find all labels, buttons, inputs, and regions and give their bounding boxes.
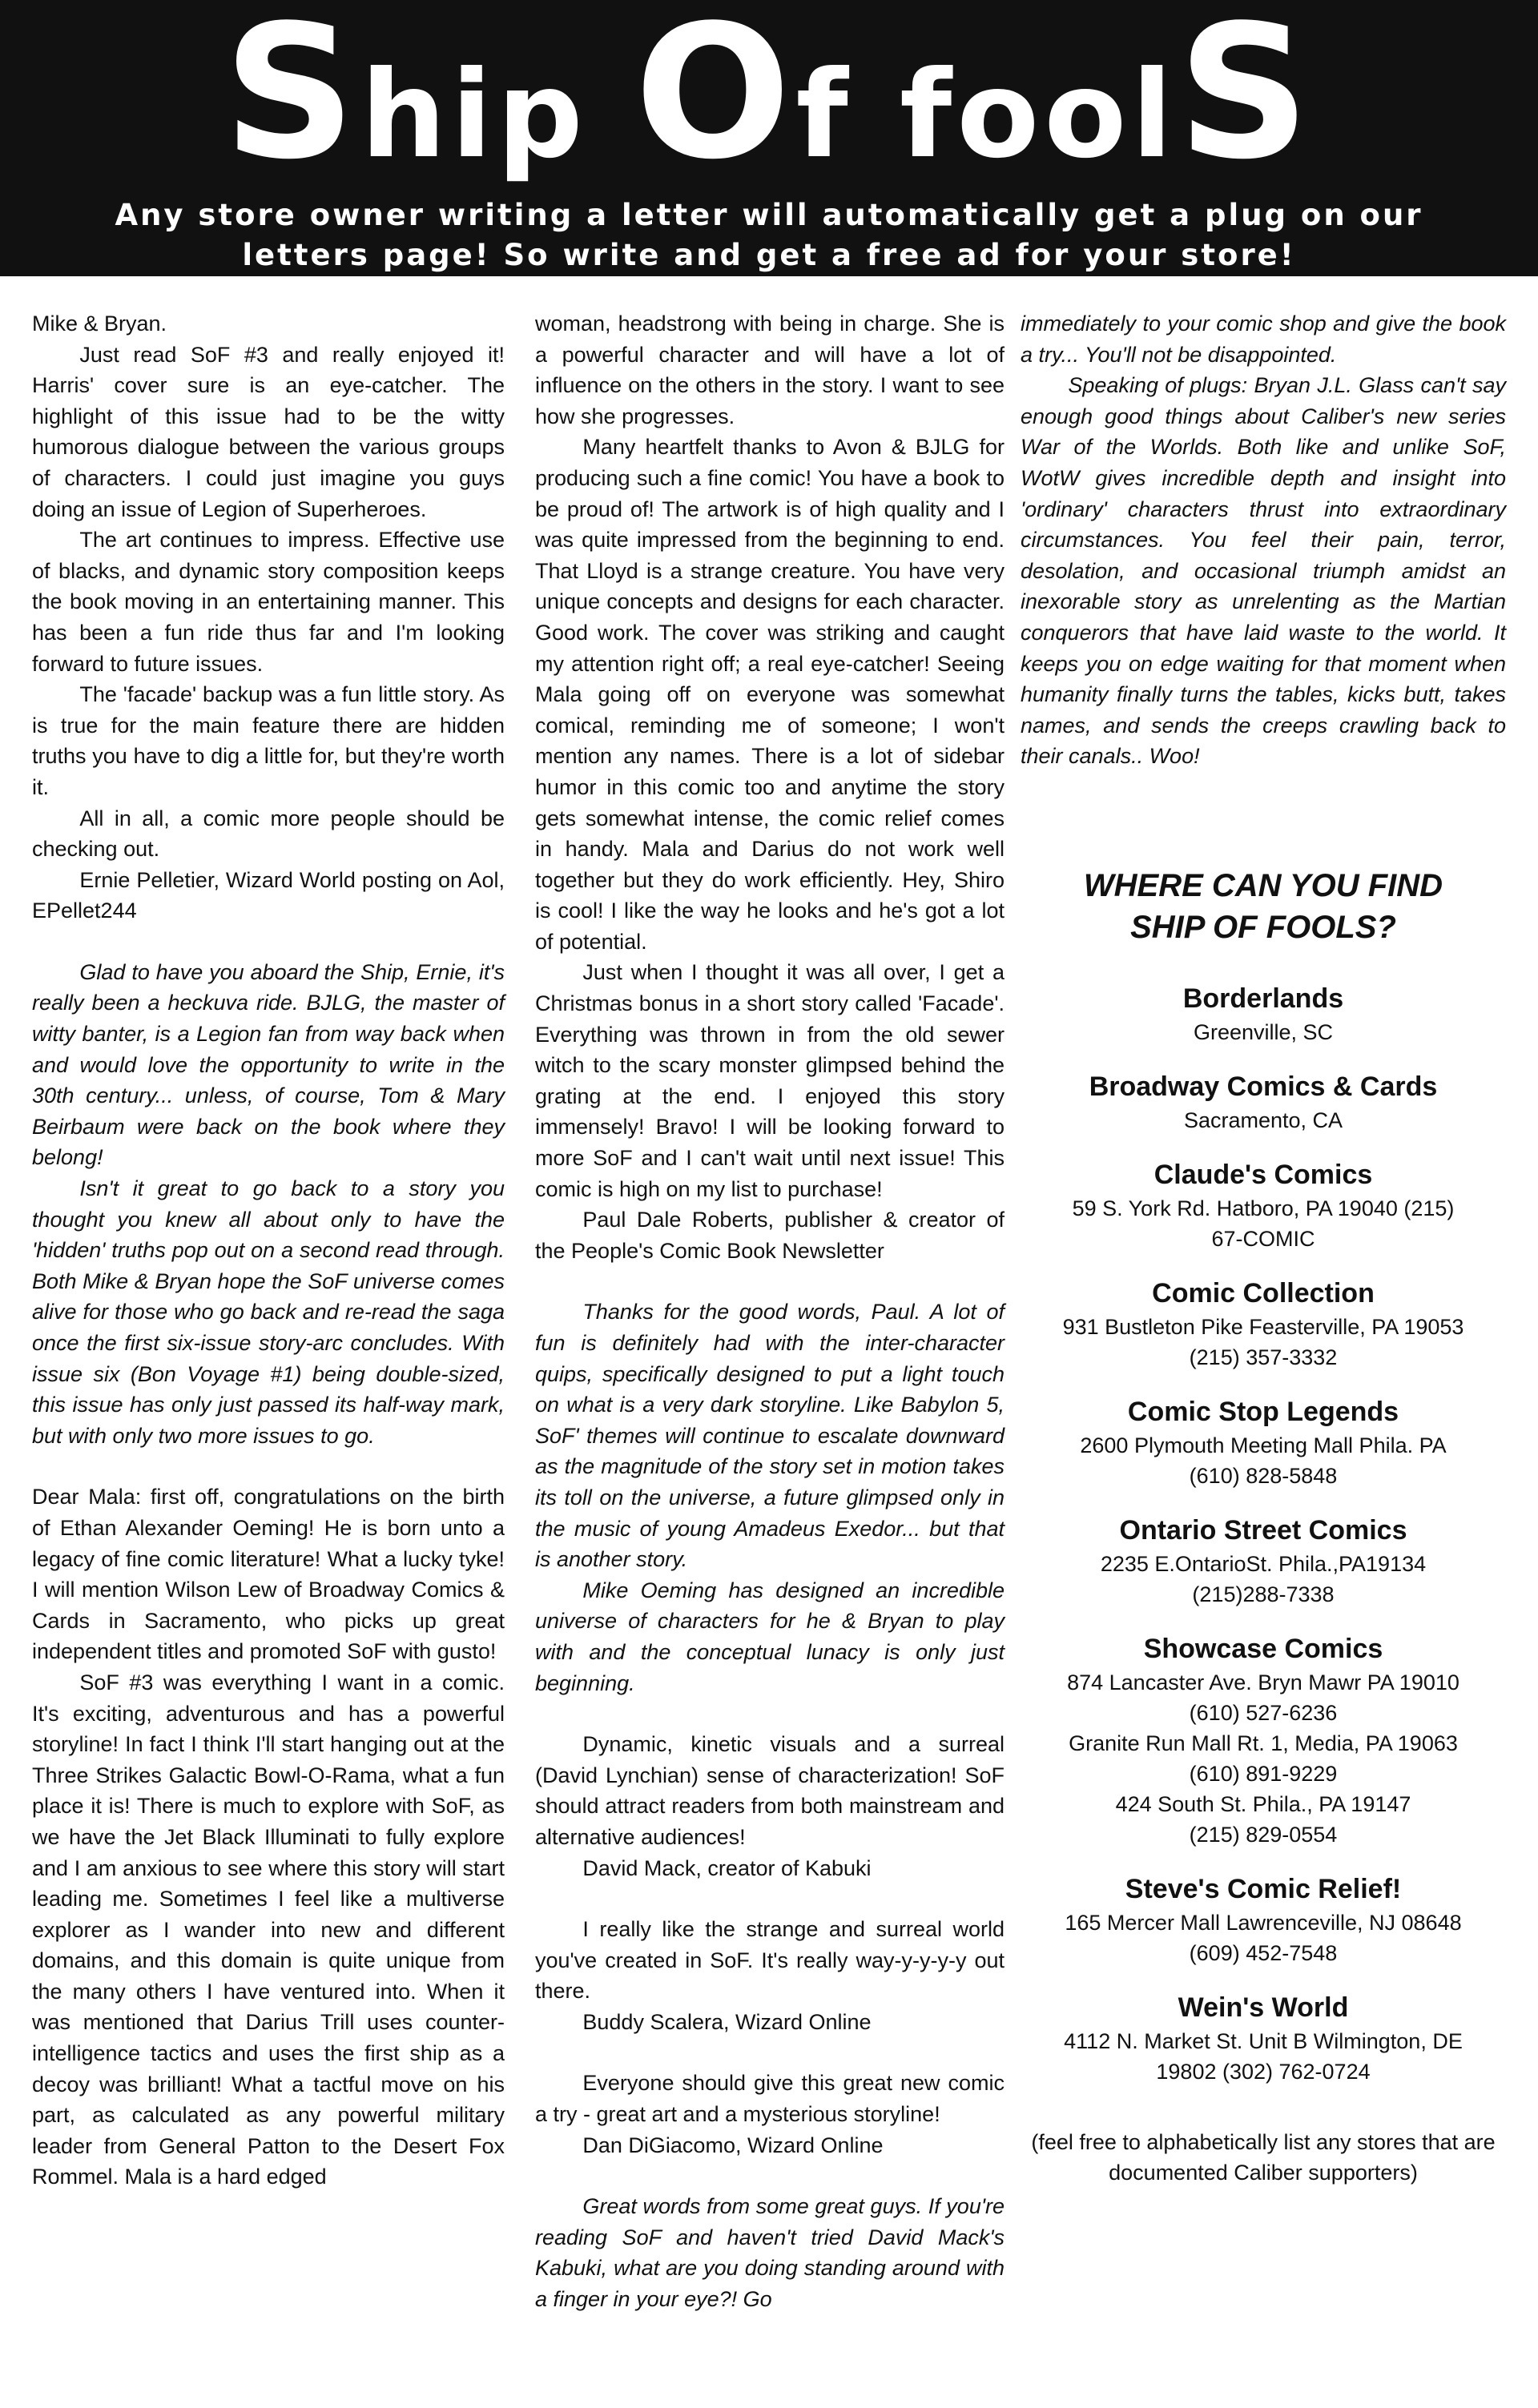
editor-reply: Thanks for the good words, Paul. A lot of fun is definitely had with the inter-character quips, specifically designed to put a light touch on what is a very dark storyline. Like Babylon 5, SoF' themes will continue to escalate downward as the magnitude of the story set in motion takes its toll on the universe, a future glimpsed only in the music of young Amadeus Exedor... but that is another story. xyxy=(535,1300,1005,1572)
store-entry xyxy=(1021,1630,1506,1850)
letter-paragraph: The art continues to impress. Effective use of blacks, and dynamic story composition keeps the book moving in an entertaining manner. This has been a fun ride thus far and I'm looking forward to future issues. xyxy=(32,528,505,676)
quote-signature: Dan DiGiacomo, Wizard Online xyxy=(582,2133,884,2157)
store-directory xyxy=(1021,865,1506,2188)
store-entry xyxy=(1021,1871,1506,1968)
store-address: Sacramento, CA xyxy=(1183,1108,1343,1132)
quote-signature: Buddy Scalera, Wizard Online xyxy=(582,2009,872,2034)
store-name: Borderlands xyxy=(1182,983,1344,1014)
store-entry xyxy=(1021,1275,1506,1373)
store-name: Comic Stop Legends xyxy=(1127,1397,1399,1427)
store-name: Steve's Comic Relief! xyxy=(1125,1874,1402,1904)
letter-paragraph: woman, headstrong with being in charge. She is a powerful character and will have a lot of influence on the others in the story. I want to see how she progresses. xyxy=(535,312,1005,428)
store-name: Wein's World xyxy=(1178,1992,1349,2023)
letter-paragraph: Just when I thought it was all over, I get a Christmas bonus in a short story called 'Facade'. Everything was thrown in from the old sewer witch to the scary monster glimpsed behind the grating at the end. I enjoyed this story immensely! Bravo! I will be looking forward to more SoF and I can't wait until next issue! This comic is high on my list to purchase! xyxy=(535,960,1005,1201)
store-name: Comic Collection xyxy=(1152,1278,1375,1309)
letter-paragraph: Just read SoF #3 and really enjoyed it! Harris' cover sure is an eye-catcher. The highlight of this issue had to be the witty humorous dialogue between the various groups of characters. I could just imagine you guys doing an issue of Legion of Superheroes. xyxy=(32,342,505,521)
editor-reply: Glad to have you aboard the Ship, Ernie, it's really been a heckuva ride. BJLG, the master of witty banter, is a Legion fan from way back when and would love the opportunity to write in the 30th century... unless, of course, Tom & Mary Beirbaum were back on the book where they belong! xyxy=(32,959,505,1170)
store-entry xyxy=(1021,980,1506,1047)
store-entry xyxy=(1021,1512,1506,1610)
masthead-banner xyxy=(0,0,1538,276)
editor-reply: Great words from some great guys. If you're reading SoF and haven't tried David Mack's Kabuki, what are you doing standing around with a finger in your eye?! Go xyxy=(535,2194,1005,2312)
column-middle xyxy=(535,308,1005,2315)
store-name: Showcase Comics xyxy=(1143,1634,1383,1664)
quote-text: I really like the strange and surreal world you've created in SoF. It's really way-y-y-y-y out there. xyxy=(535,1917,1005,2004)
editor-reply: Isn't it great to go back to a story you thought you knew all about only to have the 'hidden' truths pop out on a second read through. Both Mike & Bryan hope the SoF universe comes alive for those who go back and re-read the saga once the first six-issue story-arc concludes. With issue six (Bon Voyage #1) being double-sized, this issue has only just passed its half-way mark, but with only two more issues to go. xyxy=(32,1176,505,1448)
letter-paragraph: The 'facade' backup was a fun little story. As is true for the main feature there are hidden truths you have to dig a little for, but they're worth it. xyxy=(32,682,505,799)
store-address: 165 Mercer Mall Lawrenceville, NJ 08648 (609) 452-7548 xyxy=(1065,1911,1462,1965)
store-name: Ontario Street Comics xyxy=(1119,1515,1407,1546)
store-name: Claude's Comics xyxy=(1154,1160,1373,1190)
quote-signature: David Mack, creator of Kabuki xyxy=(582,1855,872,1880)
letter-paragraph: Dear Mala: first off, congratulations on the birth of Ethan Alexander Oeming! He is born unto a legacy of fine comic literature! What a lucky tyke! I will mention Wilson Lew of Broadway Comics & Cards in Sacramento, who picks up great independent titles and promoted SoF with gusto! xyxy=(32,1485,505,1664)
letter-paragraph: SoF #3 was everything I want in a comic. It's exciting, adventurous and has a powerful storyline! In fact I think I'll start hanging out at the Three Strikes Galactic Bowl-O-Rama, what a fun place it is! There is much to explore with SoF, as we have the Jet Black Illuminati to fully explore and I am anxious to see where this story will start leading me. Sometimes I feel like a multiverse explorer as I wander into new and different domains, and this domain is quite unique from the many others I have ventured into. When it was mentioned that Darius Trill uses counter-intelligence tactics and uses the first ship as a decoy was brilliant! What a tactful move on his part, as calculated as any powerful military leader from General Patton to the Desert Fox Rommel. Mala is a hard edged xyxy=(32,1670,505,2189)
editor-reply: Speaking of plugs: Bryan J.L. Glass can't say enough good things about Caliber's new series War of the Worlds. Both like and unlike SoF, WotW gives incredible depth and insight into 'ordinary' characters thrust into extraordinary circumstances. You feel their pain, terror, desolation, and occasional triumph amidst an inexorable story as unrelenting as the Martian conquerors that have laid waste to the world. It keeps you on edge waiting for that moment when humanity finally turns the tables, kicks butt, takes names, and sends the creeps crawling back to their canals.. Woo! xyxy=(1021,373,1506,769)
store-address: 4112 N. Market St. Unit B Wilmington, DE 19802 (302) 762-0724 xyxy=(1064,2029,1463,2084)
store-directory-heading: WHERE CAN YOU FIND SHIP OF FOOLS? xyxy=(1083,868,1443,945)
page-title: Ship Of foolS xyxy=(223,0,1315,200)
store-address: Greenville, SC xyxy=(1193,1020,1334,1044)
store-address: 2235 E.OntarioSt. Phila.,PA19134 (215)288-7338 xyxy=(1100,1552,1427,1606)
store-entry xyxy=(1021,1156,1506,1254)
letter-paragraph: All in all, a comic more people should be checking out. xyxy=(32,806,505,862)
quote-text: Dynamic, kinetic visuals and a surreal (David Lynchian) sense of characterization! SoF should attract readers from both mainstream and alternative audiences! xyxy=(535,1732,1005,1849)
store-name: Broadway Comics & Cards xyxy=(1089,1071,1438,1102)
store-address: 2600 Plymouth Meeting Mall Phila. PA (610) 828-5848 xyxy=(1080,1433,1447,1488)
store-directory-note: (feel free to alphabetically list any stores that are documented Caliber supporters) xyxy=(1031,2130,1496,2185)
tagline: Any store owner writing a letter will automatically get a plug on our letters page! So write and get a free ad for your store! xyxy=(115,198,1423,272)
store-entry xyxy=(1021,1989,1506,2087)
column-left xyxy=(32,308,505,2193)
editor-reply: immediately to your comic shop and give the book a try... You'll not be disappointed. xyxy=(1021,312,1506,367)
column-right xyxy=(1021,308,1506,772)
letter-paragraph: Many heartfelt thanks to Avon & BJLG for producing such a fine comic! You have a book to be proud of! The artwork is of high quality and I was quite impressed from the beginning to end. That Lloyd is a strange creature. You have very unique concepts and designs for each character. Good work. The cover was striking and caught my attention right off; a real eye-catcher! Seeing Mala going off on everyone was somewhat comical, reminding me of someone; I won't mention any names. There is a lot of sidebar humor in this comic too and anytime the story gets somewhat intense, the comic relief comes in handy. Mala and Darius do not work well together but they do work efficiently. Hey, Shiro is cool! I like the way he looks and he's got a lot of potential. xyxy=(535,435,1005,954)
store-entry xyxy=(1021,1068,1506,1136)
letter-signature: Paul Dale Roberts, publisher & creator of the People's Comic Book Newsletter xyxy=(535,1208,1005,1263)
editor-reply: Mike Oeming has designed an incredible universe of characters for he & Bryan to play with and the conceptual lunacy is only just beginning. xyxy=(535,1578,1005,1695)
store-address: 874 Lancaster Ave. Bryn Mawr PA 19010 (610) 527-6236 Granite Run Mall Rt. 1, Media, PA 19063 (610) 891-9229 424 South St. Phila., PA 19147 (215) 829-0554 xyxy=(1067,1670,1459,1847)
letter-salutation: Mike & Bryan. xyxy=(32,312,167,336)
store-address: 59 S. York Rd. Hatboro, PA 19040 (215) 67-COMIC xyxy=(1072,1196,1455,1251)
letter-signature: Ernie Pelletier, Wizard World posting on Aol, EPellet244 xyxy=(32,867,505,923)
quote-text: Everyone should give this great new comic a try - great art and a mysterious storyline! xyxy=(535,2071,1005,2127)
store-entry xyxy=(1021,1393,1506,1491)
store-address: 931 Bustleton Pike Feasterville, PA 19053 (215) 357-3332 xyxy=(1062,1315,1464,1369)
